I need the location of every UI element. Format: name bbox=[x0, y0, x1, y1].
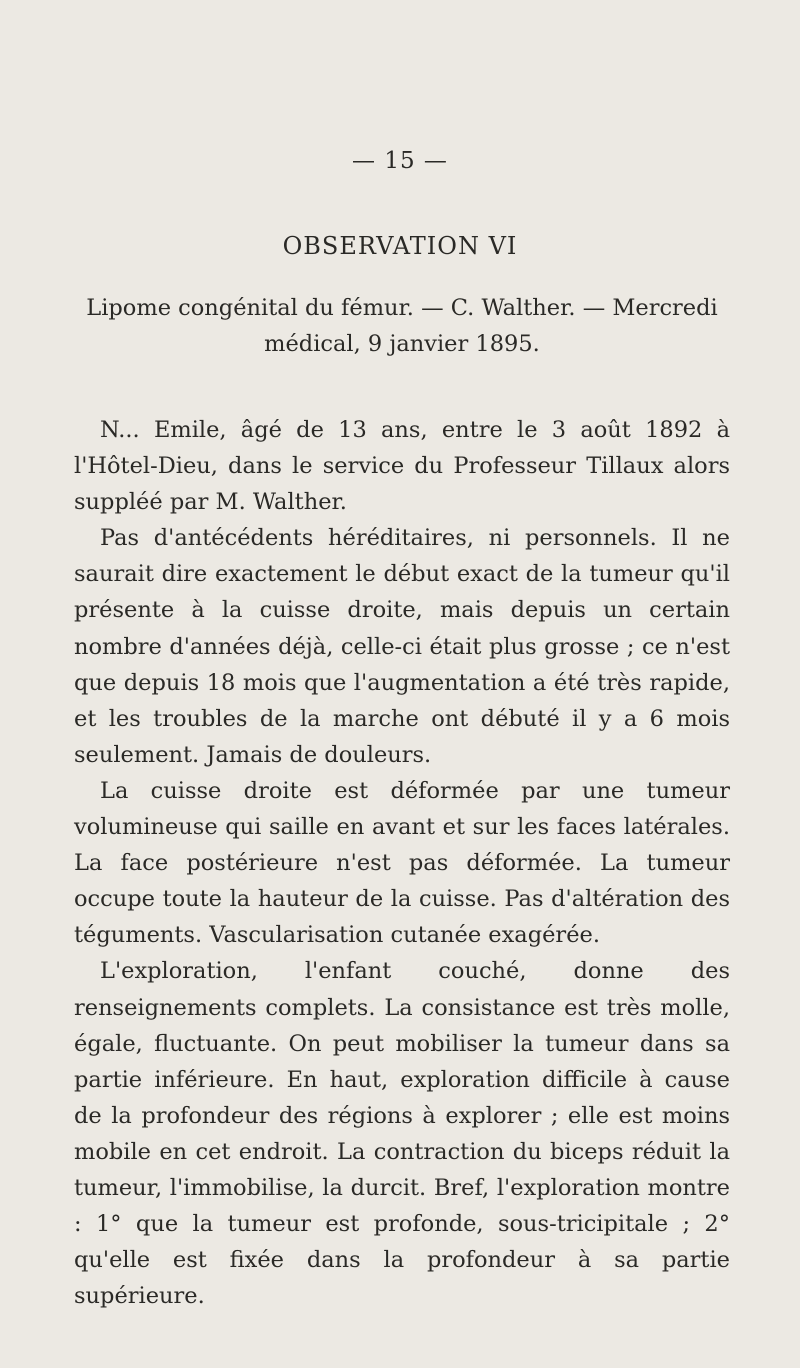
paragraph-inspection: La cuisse droite est déformée par une tumeur volumineuse qui saille en avant et sur les faces latérales. La face postérieure n'est pas déformée. La tumeur occupe toute la hauteur de la cuisse. Pas d'altération des téguments. Vascularisation cutanée exagérée. bbox=[74, 777, 730, 949]
paragraph-exploration: L'exploration, l'enfant couché, donne des renseignements complets. La consistance est très molle, égale, fluctuante. On peut mobiliser la tumeur dans sa partie inférieure. En haut, exploration difficile à cause de la profondeur des régions à explorer ; elle est moins mobile en cet endroit. La contraction du biceps réduit la tumeur, l'immobilise, la durcit. Bref, l'exploration montre : 1° que la tumeur est profonde, sous-tricipitale ; 2° qu'elle est fixée dans la profondeur à sa partie supérieure. bbox=[74, 958, 730, 1310]
paragraph-history: Pas d'antécédents héréditaires, ni personnels. Il ne saurait dire exactement le début exact de la tumeur qu'il présente à la cuisse droite, mais depuis un certain nombre d'années déjà, celle-ci était plus grosse ; ce n'est que depuis 18 mois que l'augmentation a été très rapide, et les troubles de la marche ont débuté il y a 6 mois seulement. Jamais de douleurs. bbox=[74, 525, 730, 768]
observation-heading: OBSERVATION VI bbox=[282, 232, 518, 260]
observation-subtitle: Lipome congénital du fémur. — C. Walther. — Mercredi médical, 9 janvier 1895. bbox=[86, 295, 718, 357]
paragraph-admission: N... Emile, âgé de 13 ans, entre le 3 août 1892 à l'Hôtel-Dieu, dans le service du Professeur Tillaux alors suppléé par M. Walther. bbox=[74, 417, 730, 516]
page-number: — 15 — bbox=[352, 148, 448, 174]
observation-body bbox=[74, 412, 730, 1314]
